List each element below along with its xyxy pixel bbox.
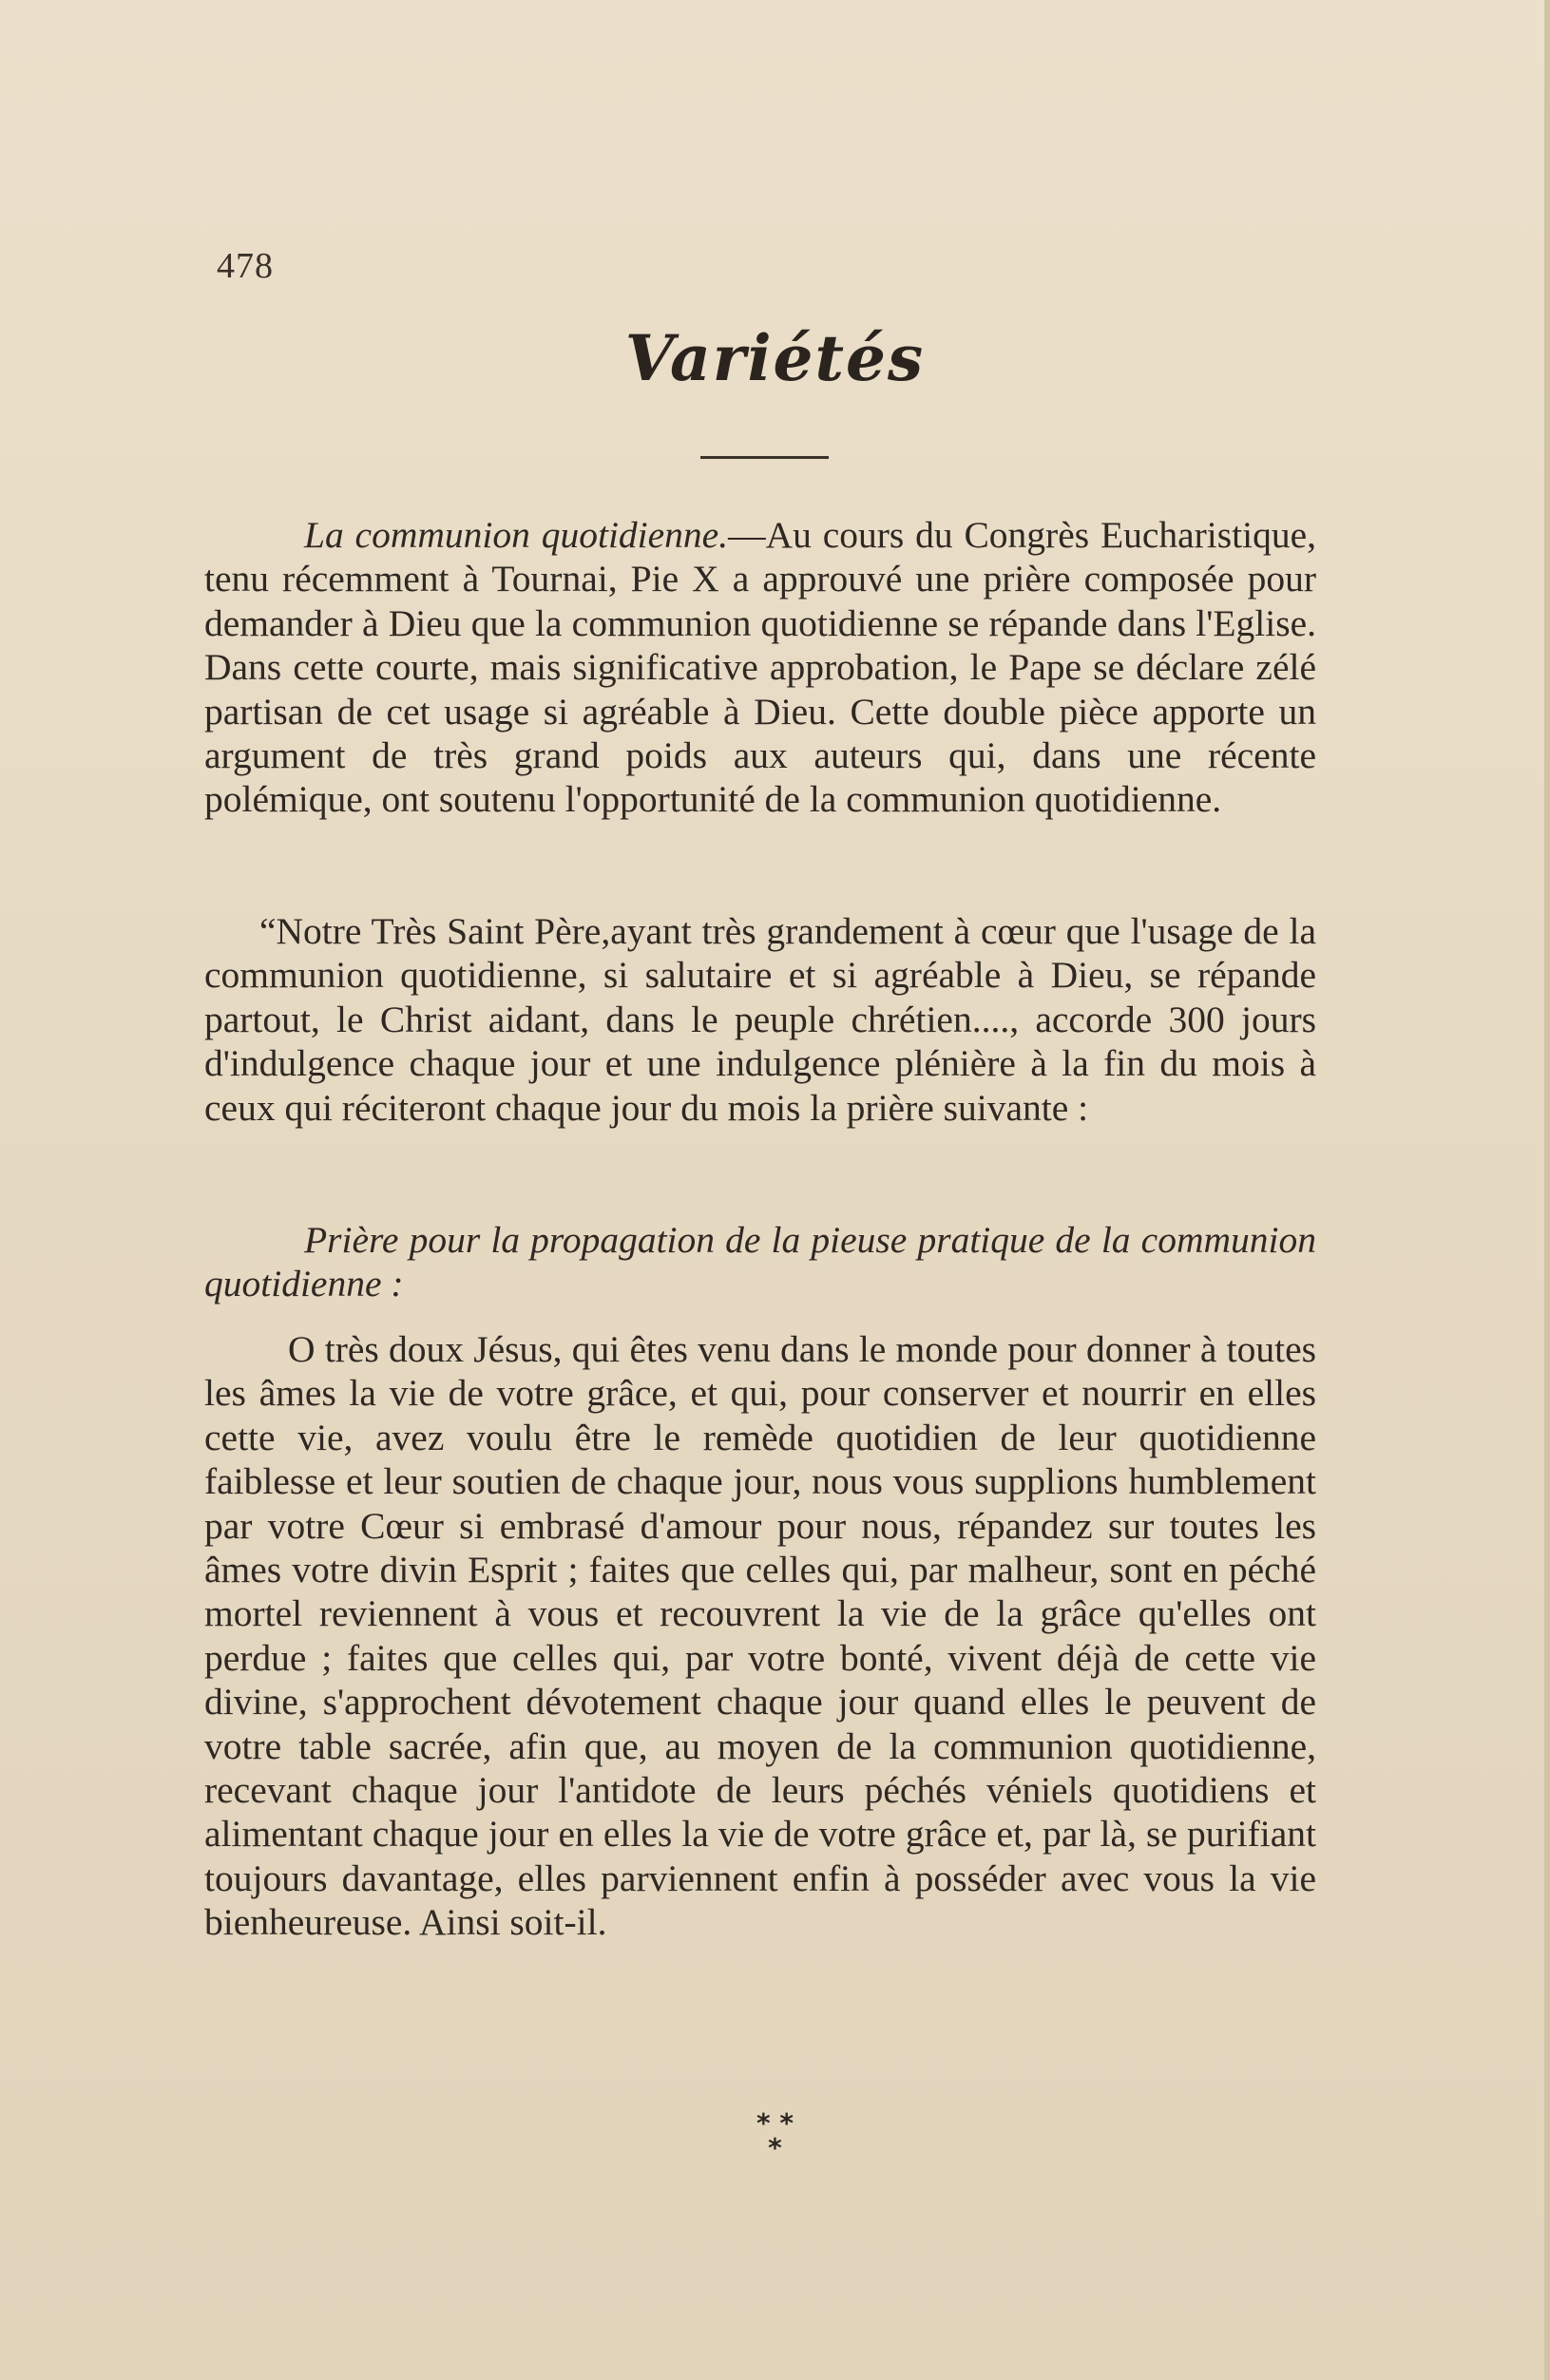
asterism-top: * *: [756, 2107, 794, 2139]
asterism-ornament: [0, 2107, 1550, 2163]
heading-rule: [700, 456, 829, 459]
asterism-bottom: *: [768, 2132, 782, 2163]
page-number: 478: [217, 246, 274, 286]
prayer-text: O très doux Jésus, qui êtes venu dans le monde pour donner à toutes les âmes la vie de votre grâce, et qui, pour conserver et nourrir en elles cette vie, avez voulu être le remède quotidien de leur quotidienne faiblesse et leur soutien de chaque jour, nous vous supplions humblement par votre Cœur si embrasé d'amour pour nous, répandez sur toutes les âmes votre divin Esprit ; faites que celles qui, par malheur, sont en péché mortel reviennent à vous et recouvrent la vie de la grâce qu'elles ont perdue ; faites que celles qui, par votre bonté, vivent déjà de cette vie divine, s'approchent dévotement chaque jour quand elles le peuvent de votre table sacrée, afin que, au moyen de la communion quotidienne, recevant chaque jour l'antidote de leurs péchés véniels quotidiens et alimentant chaque jour en elles la vie de votre grâce et, par là, se purifiant toujours davantage, elles parviennent enfin à posséder avec vous la vie bienheureuse. Ainsi soit-il.: [204, 1328, 1316, 1944]
paragraph-title: La communion quotidienne.: [304, 514, 729, 556]
prayer-title: Prière pour la propagation de la pieuse pratique de la communion quotidienne :: [204, 1219, 1316, 1305]
paragraph-body: —Au cours du Congrès Eucharistique, tenu récemment à Tournai, Pie X a approuvé une prière composée pour demander à Dieu que la communion quotidienne se répande dans l'Eglise. Dans cette courte, mais significative approbation, le Pape se déclare zélé partisan de cet usage si agréable à Dieu. Cette double pièce apporte un argument de très grand poids aux auteurs qui, dans une récente polémique, ont soutenu l'opportunité de la communion quotidienne.: [204, 514, 1316, 821]
indulgence-text: “Notre Très Saint Père,ayant très grandement à cœur que l'usage de la communion quotidienne, si salutaire et si agréable à Dieu, se répande partout, le Christ aidant, dans le peuple chrétien...., accorde 300 jours d'indulgence chaque jour et une indulgence plénière à la fin du mois à ceux qui réciteront chaque jour du mois la prière suivante :: [204, 910, 1316, 1129]
prayer-block: [204, 1327, 1316, 1945]
prayer-title-block: [204, 1218, 1316, 1306]
paragraph-communion: [204, 513, 1316, 822]
paragraph-indulgence: [204, 909, 1316, 1130]
section-heading: Variétés: [624, 321, 926, 395]
